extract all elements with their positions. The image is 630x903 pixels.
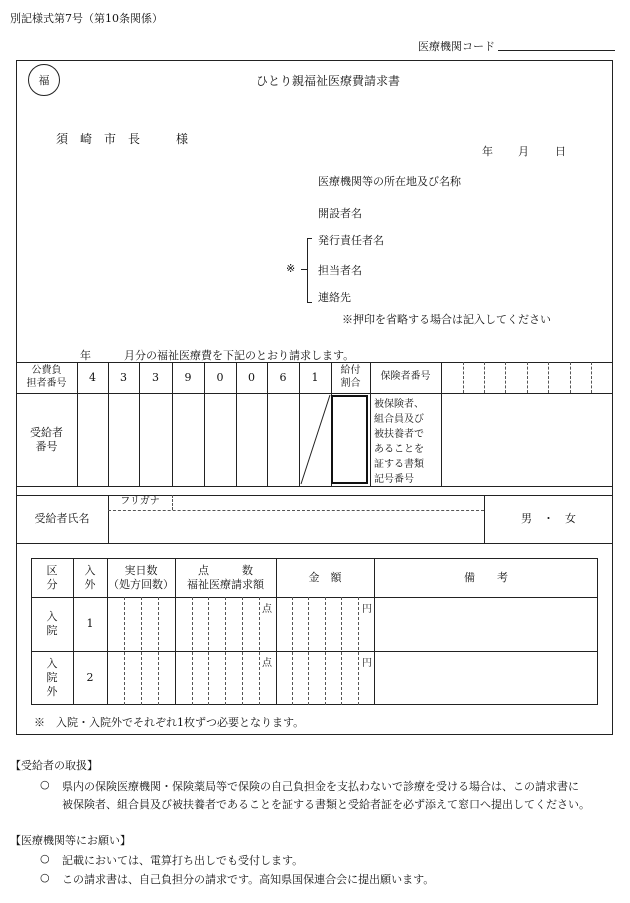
claim-sentence: 年 月分の福祉医療費を下記のとおり請求します。	[80, 349, 355, 362]
digit-divider	[308, 597, 309, 705]
col-line	[139, 362, 140, 486]
header-kubun-2: 分	[46, 577, 58, 591]
table-footnote: ※ 入院・入院外でそれぞれ1枚ずつ必要となります。	[34, 716, 305, 729]
issuer-label: 発行責任者名	[318, 234, 384, 247]
digit-divider	[325, 597, 326, 705]
insurer-box-divider	[591, 362, 592, 393]
col-line	[172, 362, 173, 486]
row-inpatient-yen-unit: 円	[362, 604, 372, 615]
header-points-1: 点 数	[198, 563, 253, 577]
payer-digit: 0	[216, 370, 224, 384]
form-number: 別記様式第7号（第10条関係）	[10, 12, 163, 25]
benefit-ratio-box[interactable]	[331, 395, 368, 484]
digit-divider	[292, 597, 293, 705]
recipient-notes-heading: 【受給者の取扱】	[10, 759, 98, 772]
row-inpatient-point-unit: 点	[262, 604, 272, 615]
addressee: 須 崎 市 長 様	[56, 132, 189, 146]
date-day: 日	[555, 145, 566, 158]
row-label-char: 院	[46, 671, 58, 685]
recipient-note-line1: 県内の保険医療機関・保険薬局等で保険の自己負担金を支払わないで診療を受ける場合は、この請求書に	[62, 780, 579, 793]
insured-note	[374, 397, 440, 487]
payer-digit: 6	[279, 370, 287, 384]
note-mark: ※	[286, 262, 296, 275]
digit-divider	[124, 597, 125, 705]
header-nyugai-2: 外	[84, 577, 96, 591]
row-inpatient-remarks[interactable]	[375, 598, 597, 650]
benefit-ratio-line1: 給付	[340, 365, 361, 376]
payer-digit: 4	[89, 370, 96, 384]
contact-label: 連絡先	[318, 291, 351, 304]
digit-divider	[341, 597, 342, 705]
col-line	[77, 362, 78, 486]
digit-divider	[158, 597, 159, 705]
recipient-number-label	[16, 393, 77, 486]
row-outpatient-code: 2	[86, 671, 94, 685]
payer-label-line1: 公費負	[31, 365, 62, 376]
col-line	[108, 362, 109, 486]
header-amount: 金 額	[308, 570, 342, 584]
insurer-box-divider	[484, 362, 485, 393]
digit-divider	[358, 597, 359, 705]
insurer-box-divider	[527, 362, 528, 393]
insurer-box-divider	[548, 362, 549, 393]
col-line	[204, 362, 205, 486]
payer-number-label	[16, 362, 77, 393]
payer-digit: 1	[311, 370, 319, 384]
recipient-name-label: 受給者氏名	[34, 512, 90, 526]
payer-digit: 3	[120, 370, 127, 384]
provider-note: 記載においては、電算打ち出しでも受付します。	[62, 854, 304, 867]
recipient-label-line2: 番号	[35, 439, 58, 453]
digit-divider	[192, 597, 193, 705]
header-nyugai	[73, 558, 107, 597]
header-days-2: （処方回数）	[108, 577, 174, 591]
row-outpatient-remarks[interactable]	[375, 652, 597, 704]
seal-note: ※押印を省略する場合は記入してください	[342, 313, 551, 326]
date-year: 年	[482, 145, 493, 158]
header-remarks: 備 考	[464, 570, 508, 584]
digit-divider	[259, 597, 260, 705]
furigana-divider	[172, 495, 173, 510]
insurer-box-divider	[570, 362, 571, 393]
bracket-bottom	[307, 302, 312, 303]
header-points	[175, 558, 276, 597]
benefit-ratio-label	[331, 362, 370, 393]
medical-code-label: 医療機関コード	[418, 40, 495, 53]
payer-digit: 0	[248, 370, 255, 384]
digit-divider	[208, 597, 209, 705]
date-month: 月	[518, 145, 529, 158]
recipient-bullet: ○	[40, 778, 50, 791]
row-label-char: 入	[46, 610, 58, 624]
digit-divider	[242, 597, 243, 705]
provider-bullet: ○	[40, 871, 50, 884]
bracket-line	[307, 238, 308, 302]
rule	[16, 486, 613, 487]
col-line	[267, 362, 268, 486]
insured-note-line: 証する書類	[374, 459, 424, 470]
welfare-circle-mark: 福	[28, 64, 60, 96]
header-nyugai-1: 入	[84, 563, 96, 577]
header-days-1: 実日数	[124, 563, 158, 577]
row-inpatient-label	[31, 597, 73, 651]
header-points-2: 福祉医療請求額	[187, 577, 264, 591]
insured-note-line: 記号番号	[374, 474, 414, 485]
benefit-ratio-line2: 割合	[340, 377, 361, 389]
insured-note-line: 組合員及び	[374, 414, 424, 425]
diagonal-strike	[299, 393, 331, 486]
col-line	[236, 362, 237, 486]
insurer-number-label: 保険者番号	[380, 371, 431, 383]
row-outpatient-label	[31, 651, 73, 705]
payer-label-line2: 担者番号	[26, 377, 67, 389]
insurer-box-divider	[505, 362, 506, 393]
digit-divider	[225, 597, 226, 705]
row-inpatient-code: 1	[86, 617, 94, 631]
insured-note-line: あることを	[374, 444, 424, 455]
row-outpatient-yen-unit: 円	[362, 658, 372, 669]
insurer-box-divider	[463, 362, 464, 393]
header-days	[107, 558, 175, 597]
payer-digit: 9	[184, 370, 192, 384]
insured-note-line: 被扶養者で	[374, 429, 424, 440]
furigana-label: フリガナ	[120, 496, 160, 508]
header-kubun-1: 区	[46, 563, 58, 577]
recipient-note-line2: 被保険者、組合員及び被扶養者であることを証する書類と受給者証を必ず添えて窓口へ提出してください。	[62, 798, 590, 811]
row-outpatient-point-unit: 点	[262, 658, 272, 669]
rule	[16, 543, 613, 544]
row-label-char: 院	[46, 624, 58, 637]
insured-note-line: 被保険者、	[374, 399, 424, 410]
row-label-char: 入	[46, 657, 58, 671]
payer-digit: 3	[152, 370, 159, 384]
founder-label: 開設者名	[318, 207, 362, 220]
recipient-name-field[interactable]	[108, 511, 484, 543]
recipient-label-line1: 受給者	[30, 425, 63, 439]
gender-select[interactable]: 男 ・ 女	[521, 512, 576, 526]
provider-note: この請求書は、自己負担分の請求です。高知県国保連合会に提出願います。	[62, 873, 435, 886]
provider-bullet: ○	[40, 852, 50, 865]
contact-person-label: 担当者名	[318, 264, 362, 277]
row-label-char: 外	[46, 684, 58, 698]
medical-code-line[interactable]	[498, 50, 615, 51]
provider-address-label: 医療機関等の所在地及び名称	[318, 175, 461, 188]
col-line	[441, 362, 442, 486]
form-title: ひとり親福祉医療費請求書	[256, 74, 401, 88]
bracket-top	[307, 238, 312, 239]
header-kubun	[31, 558, 73, 597]
digit-divider	[141, 597, 142, 705]
provider-notes-heading: 【医療機関等にお願い】	[10, 834, 131, 847]
